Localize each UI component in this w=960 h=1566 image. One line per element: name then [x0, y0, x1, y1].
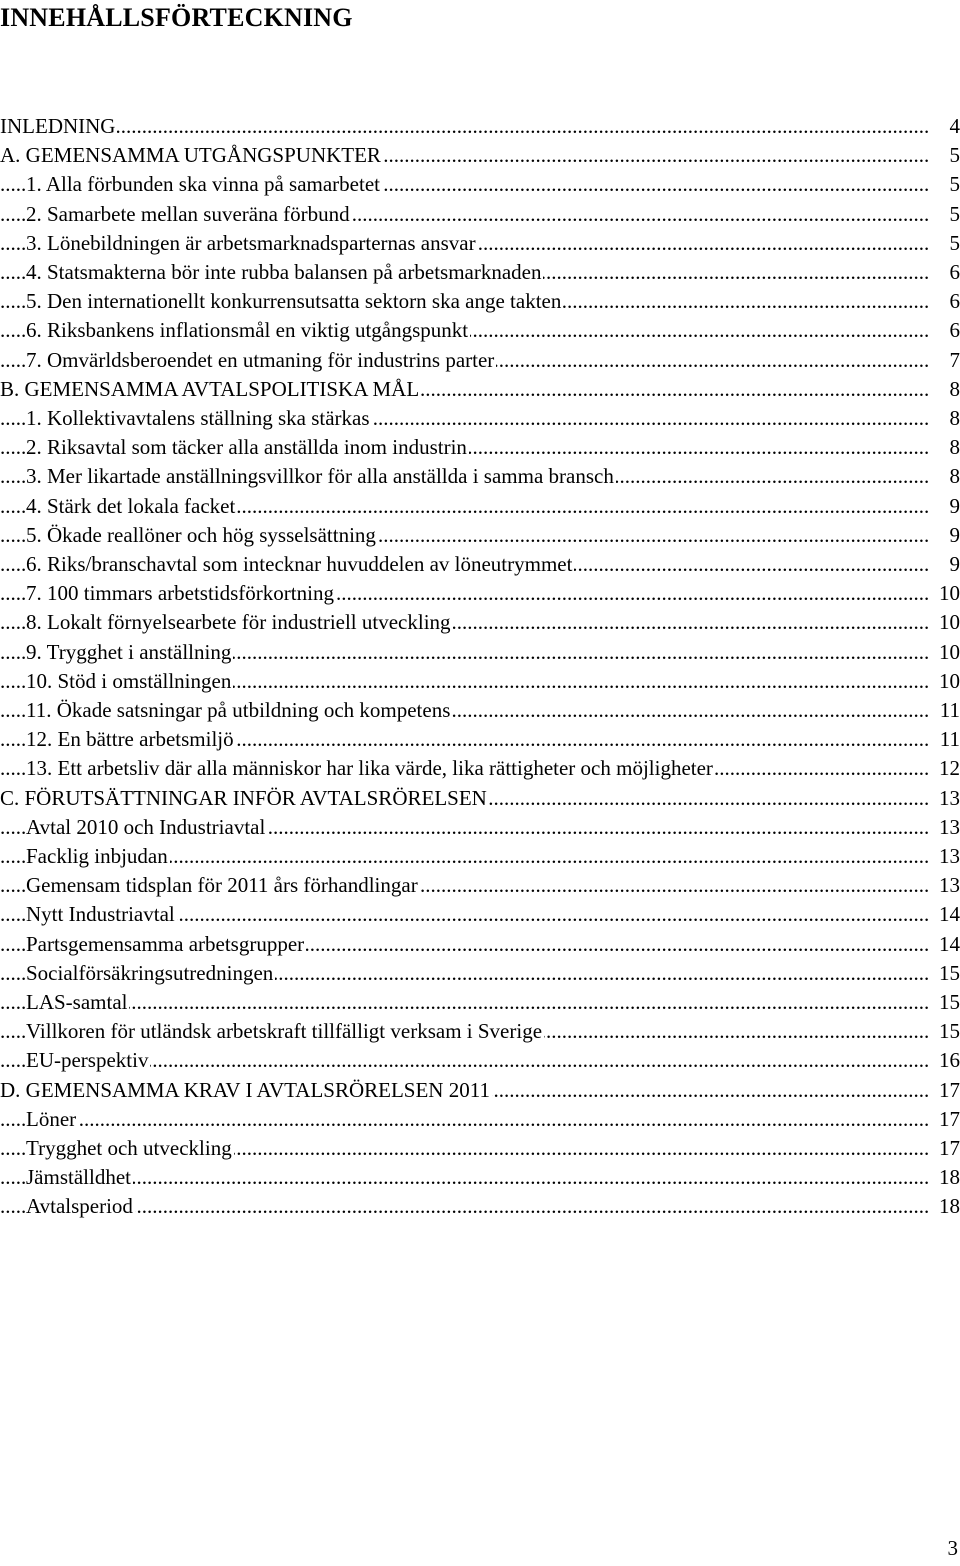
- toc-entry[interactable]: [0, 316, 960, 345]
- toc-entry[interactable]: [0, 1105, 960, 1134]
- toc-entry-label: 3. Lönebildningen är arbetsmarknadsparternas ansvar: [26, 229, 478, 258]
- toc-entry-label: INLEDNING: [0, 112, 117, 141]
- toc-entry-page: 18: [930, 1163, 960, 1192]
- toc-entry-label: Gemensam tidsplan för 2011 års förhandlingar: [26, 871, 420, 900]
- toc-entry[interactable]: [0, 608, 960, 637]
- toc-entry[interactable]: [0, 667, 960, 696]
- toc-entry-label: Socialförsäkringsutredningen: [26, 959, 275, 988]
- toc-entry-label: 8. Lokalt förnyelsearbete för industriell utveckling: [26, 608, 453, 637]
- toc-entry[interactable]: [0, 842, 960, 871]
- toc-entry-label: LAS-samtal: [26, 988, 129, 1017]
- toc-entry[interactable]: [0, 988, 960, 1017]
- toc-entry-page: 5: [930, 141, 960, 170]
- toc-entry-label: Jämställdhet: [26, 1163, 133, 1192]
- toc-entry-page: 16: [930, 1046, 960, 1075]
- page-number: 3: [947, 1536, 958, 1560]
- toc-entry-page: 8: [930, 433, 960, 462]
- toc-entry-page: 17: [930, 1134, 960, 1163]
- toc-entry-page: 13: [930, 842, 960, 871]
- toc-entry-page: 10: [930, 608, 960, 637]
- toc-entry-page: 15: [930, 959, 960, 988]
- toc-entry[interactable]: [0, 462, 960, 491]
- toc-entry-label: Nytt Industriavtal: [26, 900, 177, 929]
- toc-entry-page: 5: [930, 229, 960, 258]
- toc-entry-label: 9. Trygghet i anställning: [26, 638, 233, 667]
- toc-entry-page: 5: [930, 170, 960, 199]
- toc-entry-page: 8: [930, 375, 960, 404]
- toc-leader-dots: [0, 1105, 930, 1134]
- toc-entry[interactable]: [0, 959, 960, 988]
- toc-entry-label: Facklig inbjudan: [26, 842, 170, 871]
- toc-entry-label: Partsgemensamma arbetsgrupper: [26, 930, 306, 959]
- toc-entry-label: 10. Stöd i omställningen: [26, 667, 233, 696]
- toc-entry[interactable]: [0, 579, 960, 608]
- toc-entry-label: 1. Alla förbunden ska vinna på samarbetet: [26, 170, 382, 199]
- toc-entry-label: 12. En bättre arbetsmiljö: [26, 725, 236, 754]
- toc-entry-page: 9: [930, 492, 960, 521]
- toc-entry[interactable]: [0, 813, 960, 842]
- toc-entry-page: 13: [930, 813, 960, 842]
- toc-entry-label: 2. Riksavtal som täcker alla anställda inom industrin: [26, 433, 469, 462]
- toc-entry-page: 9: [930, 550, 960, 579]
- toc-entry[interactable]: [0, 725, 960, 754]
- toc-entry[interactable]: [0, 900, 960, 929]
- toc-entry-page: 12: [930, 754, 960, 783]
- toc-leader-dots: [0, 988, 930, 1017]
- toc-entry[interactable]: [0, 1163, 960, 1192]
- toc-leader-dots: [0, 1192, 930, 1221]
- toc-entry-label: EU-perspektiv: [26, 1046, 150, 1075]
- toc-entry-page: 17: [930, 1076, 960, 1105]
- toc-entry-page: 4: [930, 112, 960, 141]
- toc-entry[interactable]: [0, 1017, 960, 1046]
- toc-entry[interactable]: [0, 1046, 960, 1075]
- toc-entry-label: 11. Ökade satsningar på utbildning och kompetens: [26, 696, 452, 725]
- toc-entry-page: 11: [930, 725, 960, 754]
- toc-entry[interactable]: [0, 433, 960, 462]
- toc-entry[interactable]: [0, 112, 960, 141]
- toc-entry-page: 10: [930, 638, 960, 667]
- toc-entry[interactable]: [0, 638, 960, 667]
- toc-entry-label: 3. Mer likartade anställningsvillkor för alla anställda i samma bransch: [26, 462, 616, 491]
- toc-entry[interactable]: [0, 346, 960, 375]
- toc-entry[interactable]: [0, 1192, 960, 1221]
- toc-entry[interactable]: [0, 930, 960, 959]
- toc-entry-label: Trygghet och utveckling: [26, 1134, 234, 1163]
- toc-entry-label: B. GEMENSAMMA AVTALSPOLITISKA MÅL: [0, 375, 421, 404]
- toc-entry-page: 6: [930, 316, 960, 345]
- toc-entry-page: 11: [930, 696, 960, 725]
- toc-entry-label: 5. Den internationellt konkurrensutsatta sektorn ska ange takten: [26, 287, 563, 316]
- toc-entry-label: 4. Statsmakterna bör inte rubba balansen på arbetsmarknaden: [26, 258, 543, 287]
- toc-entry-label: Avtalsperiod: [26, 1192, 135, 1221]
- toc-entry-label: 13. Ett arbetsliv där alla människor har lika värde, lika rättigheter och möjligheter: [26, 754, 715, 783]
- toc-entry-page: 13: [930, 871, 960, 900]
- toc-entry[interactable]: [0, 521, 960, 550]
- toc-entry-page: 8: [930, 462, 960, 491]
- toc-entry-label: 7. 100 timmars arbetstidsförkortning: [26, 579, 336, 608]
- toc-entry[interactable]: [0, 200, 960, 229]
- page-title: INNEHÅLLSFÖRTECKNING: [0, 3, 353, 32]
- toc-entry-page: 14: [930, 900, 960, 929]
- toc-entry-page: 5: [930, 200, 960, 229]
- toc-entry-page: 13: [930, 784, 960, 813]
- toc-entry-label: 7. Omvärldsberoendet en utmaning för industrins parter: [26, 346, 496, 375]
- toc-entry-label: 2. Samarbete mellan suveräna förbund: [26, 200, 352, 229]
- toc-entry[interactable]: [0, 1134, 960, 1163]
- toc-leader-dots: [0, 112, 930, 141]
- toc-entry-page: 15: [930, 1017, 960, 1046]
- toc-entry[interactable]: [0, 229, 960, 258]
- toc-entry[interactable]: [0, 696, 960, 725]
- toc-entry-page: 10: [930, 579, 960, 608]
- toc-entry[interactable]: [0, 1076, 960, 1105]
- toc-entry[interactable]: [0, 784, 960, 813]
- toc-entry[interactable]: [0, 404, 960, 433]
- toc-entry-label: D. GEMENSAMMA KRAV I AVTALSRÖRELSEN 2011: [0, 1076, 492, 1105]
- toc-entry-page: 6: [930, 258, 960, 287]
- toc-entry[interactable]: [0, 375, 960, 404]
- toc-entry-label: 4. Stärk det lokala facket: [26, 492, 237, 521]
- toc-entry-page: 9: [930, 521, 960, 550]
- toc-entry-page: 14: [930, 930, 960, 959]
- toc-entry[interactable]: [0, 871, 960, 900]
- toc-entry-page: 15: [930, 988, 960, 1017]
- toc-entry-label: A. GEMENSAMMA UTGÅNGSPUNKTER: [0, 141, 383, 170]
- toc-entry[interactable]: [0, 492, 960, 521]
- toc-entry-page: 18: [930, 1192, 960, 1221]
- toc-entry-label: 6. Riks/branschavtal som intecknar huvuddelen av löneutrymmet: [26, 550, 574, 579]
- toc-entry[interactable]: [0, 141, 960, 170]
- toc-entry-page: 10: [930, 667, 960, 696]
- toc-entry-page: 6: [930, 287, 960, 316]
- toc-entry[interactable]: [0, 550, 960, 579]
- toc-entry-page: 8: [930, 404, 960, 433]
- toc-entry-label: 5. Ökade reallöner och hög sysselsättning: [26, 521, 378, 550]
- toc-entry-label: 6. Riksbankens inflationsmål en viktig utgångspunkt: [26, 316, 470, 345]
- toc-entry[interactable]: [0, 258, 960, 287]
- toc-entry-label: Villkoren för utländsk arbetskraft tillfälligt verksam i Sverige: [26, 1017, 544, 1046]
- toc-entry[interactable]: [0, 287, 960, 316]
- toc-entry-label: C. FÖRUTSÄTTNINGAR INFÖR AVTALSRÖRELSEN: [0, 784, 489, 813]
- toc-entry-label: 1. Kollektivavtalens ställning ska stärkas: [26, 404, 372, 433]
- toc-leader-dots: [0, 1163, 930, 1192]
- toc-entry[interactable]: [0, 754, 960, 783]
- toc-entry-label: Löner: [26, 1105, 78, 1134]
- toc-entry-page: 17: [930, 1105, 960, 1134]
- toc-entry-label: Avtal 2010 och Industriavtal: [26, 813, 267, 842]
- toc-entry[interactable]: [0, 170, 960, 199]
- toc-entry-page: 7: [930, 346, 960, 375]
